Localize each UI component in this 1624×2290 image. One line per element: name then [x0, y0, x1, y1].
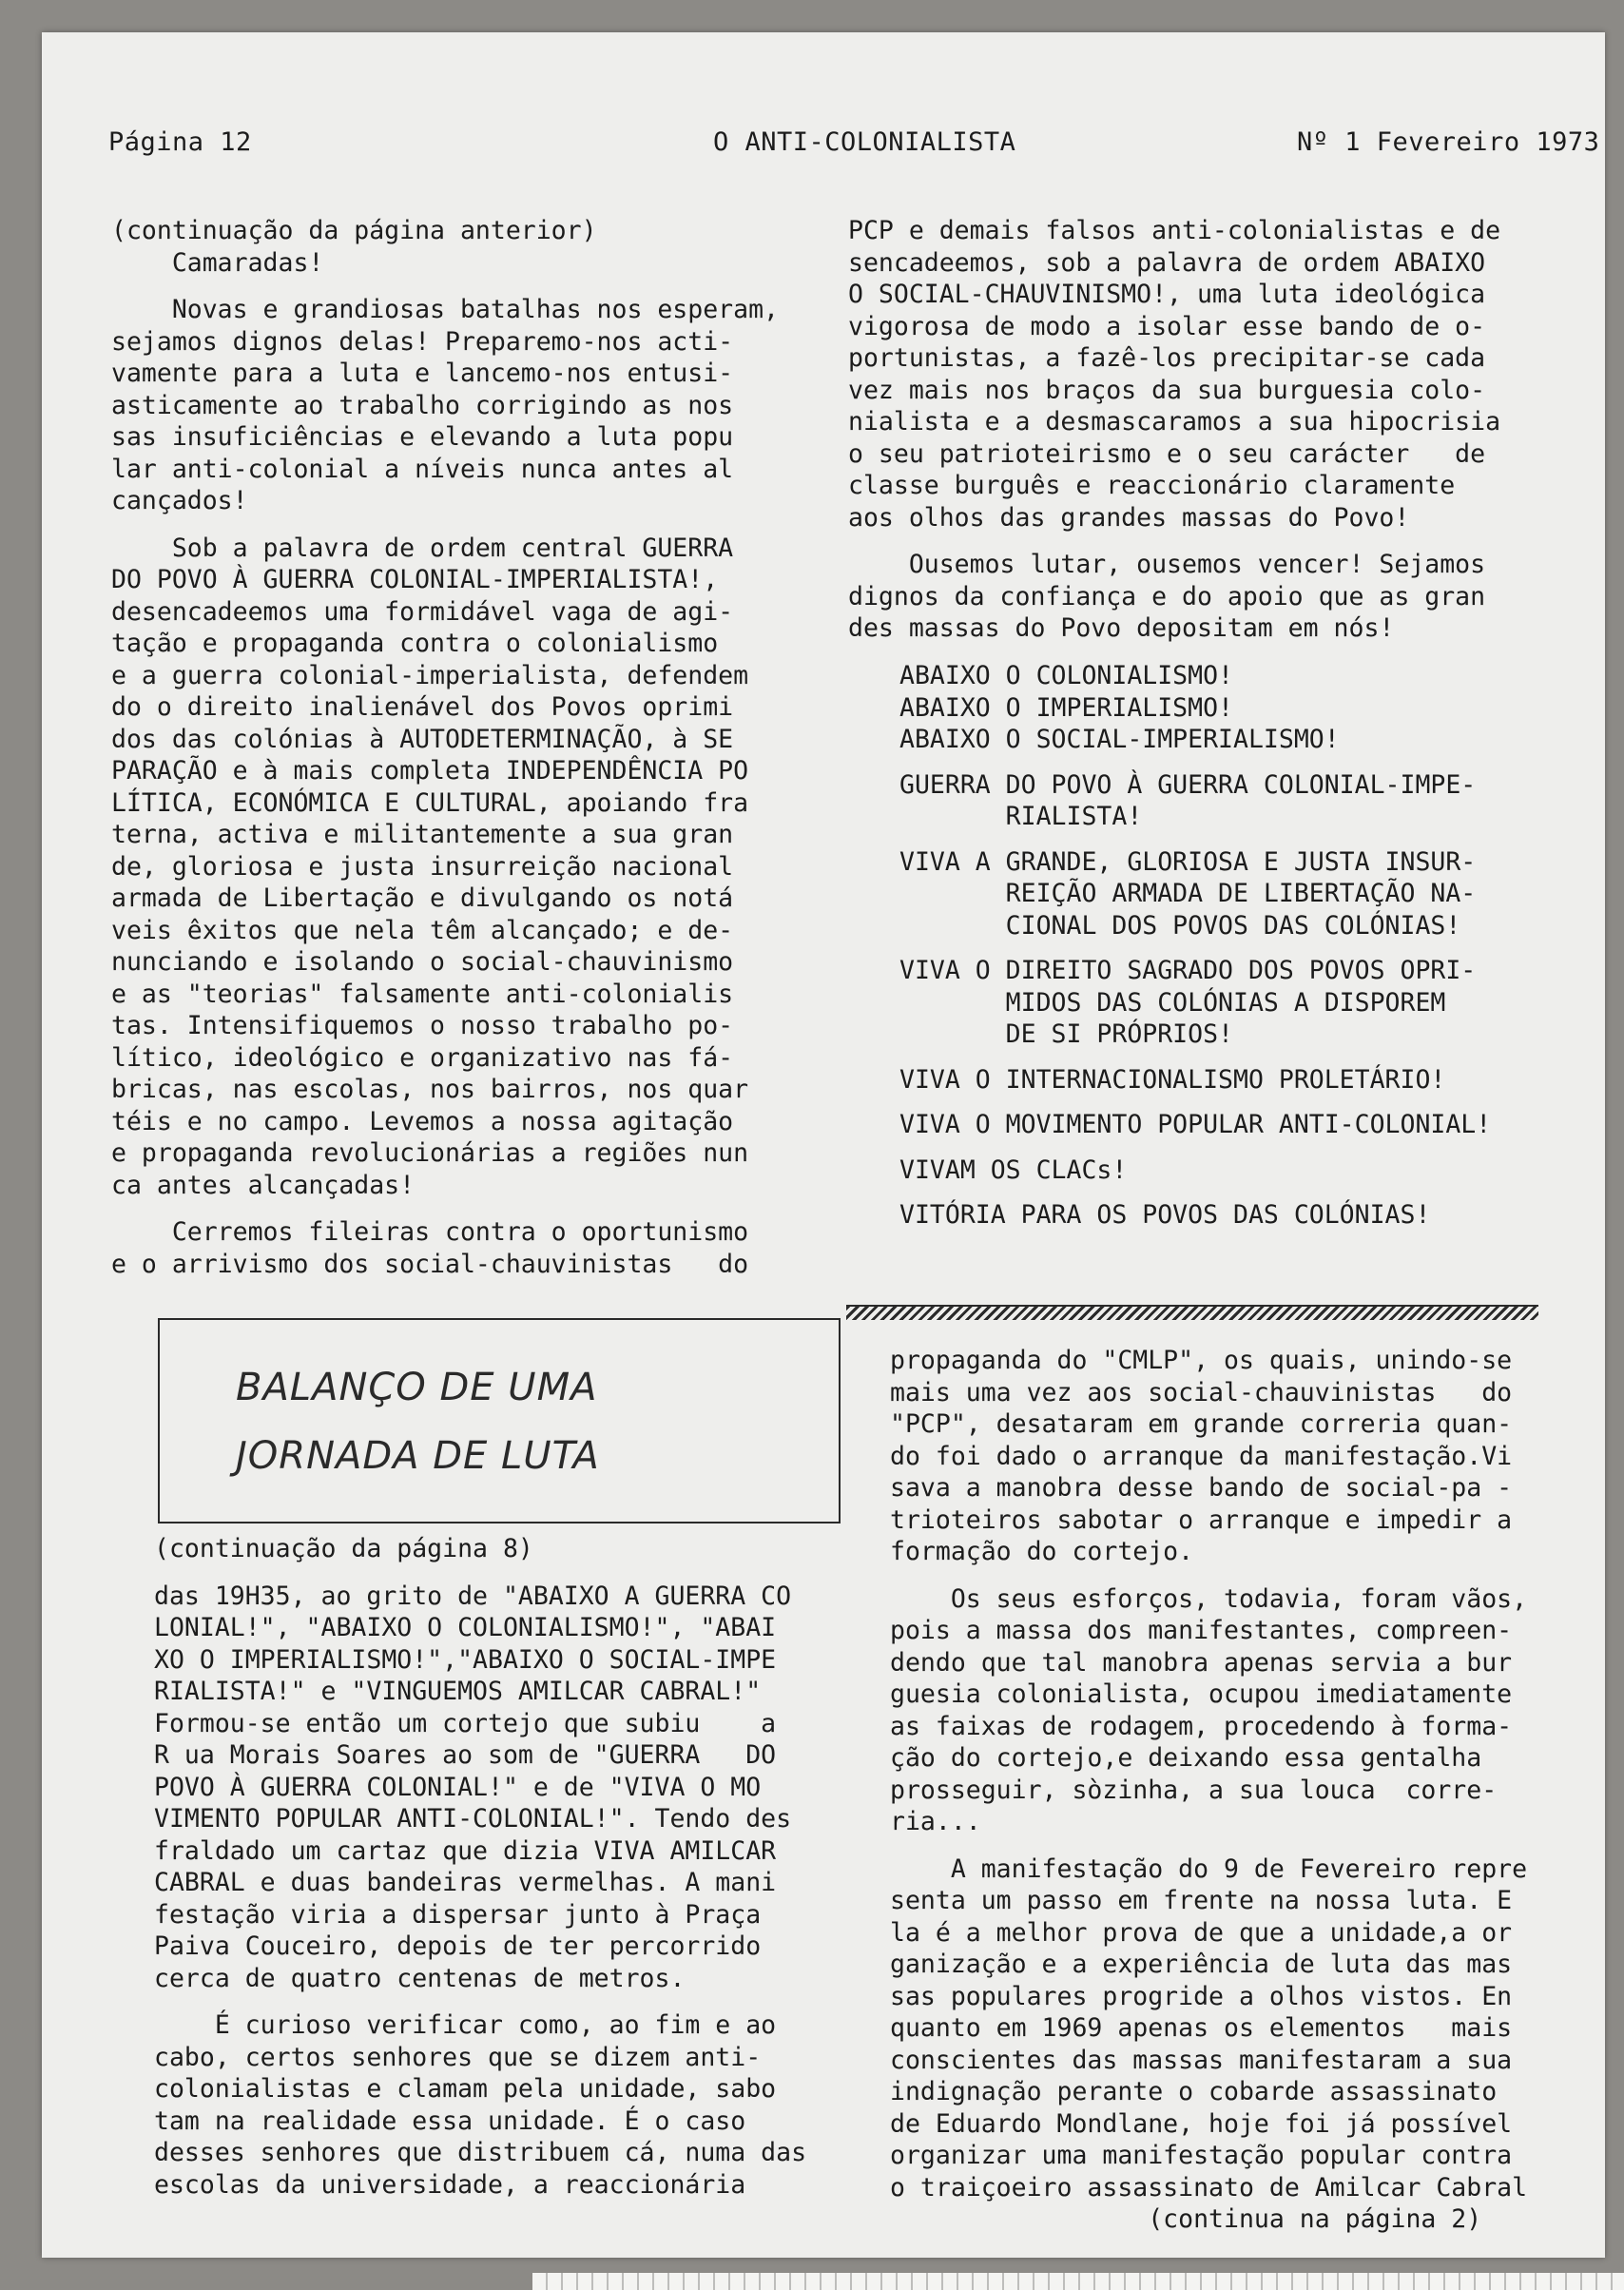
text-line: LÍTICA, ECONÓMICA E CULTURAL, apoiando fra [111, 787, 749, 818]
section-divider [846, 1305, 1538, 1320]
text-line: ção do cortejo,e deixando essa gentalha [890, 1743, 1482, 1773]
text-line: LONIAL!", "ABAIXO O COLONIALISMO!", "ABAI [154, 1613, 777, 1642]
text-line: senta um passo em frente na nossa luta. E [890, 1886, 1513, 1915]
text-line: desencadeemos uma formidável vaga de agi- [111, 596, 734, 627]
text-line: POVO À GUERRA COLONIAL!" e de "VIVA O MO [154, 1772, 762, 1802]
article-title-line-2: JORNADA DE LUTA [236, 1434, 600, 1478]
text-line: sas insuficiências e elevando a luta popu [111, 422, 734, 452]
text-line: o traiçoeiro assassinato de Amilcar Cabral [890, 2172, 1528, 2203]
text-line: téis e no campo. Levemos a nossa agitação [111, 1106, 734, 1136]
text-line: guesia colonialista, ocupou imediatamente [890, 1679, 1513, 1709]
text-line: veis êxitos que nela têm alcançado; e de- [111, 915, 734, 945]
text-line: (continuação da página 8) [154, 1534, 533, 1563]
text-line: portunistas, a fazê-los precipitar-se cada [848, 343, 1486, 373]
text-line: CABRAL e duas bandeiras vermelhas. A mani [154, 1868, 777, 1897]
slogan-list [899, 660, 1584, 1245]
text-line: desses senhores que distribuem cá, numa das [154, 2138, 807, 2167]
text-line: dos das colónias à AUTODETERMINAÇÃO, à SE [111, 724, 734, 754]
text-line: aos olhos das grandes massas do Povo! [848, 502, 1410, 533]
text-line: formação do cortejo. [890, 1537, 1194, 1566]
text-line: Formou-se então um cortejo que subiu a [154, 1708, 777, 1738]
text-line: dendo que tal manobra apenas servia a bur [890, 1647, 1513, 1678]
text-line: DO POVO À GUERRA COLONIAL-IMPERIALISTA!, [111, 565, 719, 594]
text-line: festação viria a dispersar junto à Praça [154, 1899, 762, 1930]
slogan: VIVA O INTERNACIONALISMO PROLETÁRIO! [899, 1064, 1446, 1095]
article-column-left [111, 215, 853, 1280]
text-line [111, 517, 853, 533]
text-line: mais uma vez aos social-chauvinistas do [890, 1377, 1513, 1407]
text-line: RIALISTA!" e "VINGUEMOS AMILCAR CABRAL!" [154, 1677, 762, 1706]
text-line: "PCP", desataram em grande correria quan- [890, 1409, 1513, 1439]
text-line: lítico, ideológico e organizativo nas fá- [111, 1042, 734, 1073]
text-line: Ousemos lutar, ousemos vencer! Sejamos [848, 550, 1486, 579]
text-line: conscientes das massas manifestaram a sua [890, 2045, 1513, 2075]
text-line: sejamos dignos delas! Preparemo-nos acti- [111, 326, 734, 357]
text-line: do foi dado o arranque da manifestação.Vi [890, 1441, 1513, 1471]
text-line: e a guerra colonial-imperialista, defendem [111, 660, 749, 690]
newspaper-page [42, 32, 1605, 2258]
scan-ruler [532, 2273, 1624, 2290]
slogan: VIVAM OS CLACs! [899, 1155, 1128, 1185]
text-line: lar anti-colonial a níveis nunca antes al [111, 454, 734, 484]
text-line: A manifestação do 9 de Fevereiro repre [890, 1853, 1528, 1884]
page-number: Página 12 [108, 127, 252, 157]
article-column-right [848, 215, 1590, 645]
slogan: VITÓRIA PARA OS POVOS DAS COLÓNIAS! [899, 1200, 1431, 1230]
text-line: de Eduardo Mondlane, hoje foi já possível [890, 2108, 1513, 2139]
text-line: cabo, certos senhores que se dizem anti- [154, 2042, 762, 2072]
newspaper-title: O ANTI-COLONIALISTA [713, 127, 1016, 157]
text-line: bricas, nas escolas, nos bairros, nos quar [111, 1075, 749, 1104]
text-line: Novas e grandiosas batalhas nos esperam, [111, 295, 779, 324]
text-line: PARAÇÃO e à mais completa INDEPENDÊNCIA PO [111, 756, 749, 786]
text-line: pois a massa dos manifestantes, compreen- [890, 1616, 1513, 1645]
text-line: ganização e a experiência de luta das mas [890, 1950, 1513, 1979]
text-line: sencadeemos, sob a palavra de ordem ABAIXO [848, 247, 1486, 278]
text-line: o seu patrioteirismo e o seu carácter de [848, 438, 1486, 469]
text-line: cerca de quatro centenas de metros. [154, 1963, 686, 1993]
text-line: e propaganda revolucionárias a regiões nun [111, 1138, 749, 1168]
text-line: des massas do Povo depositam em nós! [848, 613, 1395, 643]
text-line [111, 279, 853, 294]
text-line: vez mais nos braços da sua burguesia colo- [848, 375, 1486, 405]
text-line: propaganda do "CMLP", os quais, unindo-se [890, 1346, 1513, 1375]
text-line [111, 1201, 853, 1216]
text-line [154, 1994, 848, 2009]
issue-date: Nº 1 Fevereiro 1973 [1297, 127, 1600, 157]
text-line: vigorosa de modo a isolar esse bando de o- [848, 311, 1486, 341]
text-line: escolas da universidade, a reaccionária [154, 2169, 746, 2200]
slogan: VIVA A GRANDE, GLORIOSA E JUSTA INSUR- REIÇÃO ARMADA DE LIBERTAÇÃO NA- CIONAL DOS POVOS DAS COLÓNIAS! [899, 846, 1477, 941]
text-line: É curioso verificar como, ao fim e ao [154, 2010, 777, 2040]
text-line: Paiva Couceiro, depois de ter percorrido [154, 1931, 762, 1961]
article-title-box [158, 1318, 841, 1523]
text-line: colonialistas e clamam pela unidade, sabo [154, 2074, 777, 2104]
text-line: (continuação da página anterior) [111, 216, 597, 245]
text-line: organizar uma manifestação popular contra [890, 2141, 1513, 2170]
text-line: tação e propaganda contra o colonialismo [111, 629, 719, 658]
text-line: terna, activa e militantemente a sua gran [111, 820, 734, 849]
page-header [108, 127, 1600, 165]
text-line: sas populares progride a olhos vistos. En [890, 1981, 1513, 2011]
text-line: vamente para a luta e lancemo-nos entusi- [111, 359, 734, 388]
text-line: ca antes alcançadas! [111, 1170, 416, 1200]
text-line: Camaradas! [111, 247, 324, 278]
text-line: trioteiros sabotar o arranque e impedir a [890, 1504, 1513, 1535]
text-line: de, gloriosa e justa insurreição nacional [111, 851, 734, 882]
text-line: sava a manobra desse bando de social-pa - [890, 1473, 1513, 1503]
article-title-line-1: BALANÇO DE UMA [236, 1366, 598, 1409]
slogan: GUERRA DO POVO À GUERRA COLONIAL-IMPE- RIALISTA! [899, 769, 1477, 831]
text-line: e o arrivismo dos social-chauvinistas do [111, 1249, 749, 1279]
text-line: nialista e a desmascaramos a sua hipocrisia [848, 407, 1501, 437]
text-line: tam na realidade essa unidade. É o caso [154, 2106, 746, 2136]
text-line [890, 1568, 1594, 1583]
text-line: Sob a palavra de ordem central GUERRA [111, 533, 734, 563]
text-line: XO O IMPERIALISMO!","ABAIXO O SOCIAL-IMPE [154, 1644, 777, 1675]
text-line: classe burguês e reaccionário claramente [848, 471, 1456, 500]
text-line: asticamente ao trabalho corrigindo as nos [111, 390, 734, 420]
text-line: das 19H35, ao grito de "ABAIXO A GUERRA CO [154, 1581, 792, 1611]
text-line [890, 1838, 1594, 1853]
text-line: O SOCIAL-CHAUVINISMO!, uma luta ideológica [848, 280, 1486, 309]
text-line: tas. Intensifiquemos o nosso trabalho po- [111, 1011, 734, 1040]
text-line: PCP e demais falsos anti-colonialistas e de [848, 216, 1501, 245]
text-line: dignos da confiança e do apoio que as gran [848, 581, 1486, 611]
text-line: indignação perante o cobarde assassinato [890, 2077, 1498, 2106]
text-line: nunciando e isolando o social-chauvinismo [111, 947, 734, 977]
text-line: fraldado um cartaz que dizia VIVA AMILCAR [154, 1835, 777, 1866]
slogan: VIVA O MOVIMENTO POPULAR ANTI-COLONIAL! [899, 1110, 1492, 1139]
text-line: do o direito inalienável dos Povos oprimi [111, 692, 734, 722]
text-line: prosseguir, sòzinha, a sua louca corre- [890, 1775, 1498, 1805]
text-line: R ua Morais Soares ao som de "GUERRA DO [154, 1740, 777, 1770]
text-line [848, 534, 1590, 549]
text-line [154, 1565, 848, 1581]
text-line: armada de Libertação e divulgando os notá [111, 883, 734, 913]
text-line: e as "teorias" falsamente anti-colonialis [111, 979, 734, 1009]
text-line: Cerremos fileiras contra o oportunismo [111, 1217, 749, 1247]
text-line: VIMENTO POPULAR ANTI-COLONIAL!". Tendo des [154, 1804, 792, 1834]
text-line: la é a melhor prova de que a unidade,a or [890, 1917, 1513, 1948]
text-line: Os seus esforços, todavia, foram vãos, [890, 1583, 1528, 1614]
text-line: (continua na página 2) [890, 2204, 1482, 2234]
text-line: cançados! [111, 486, 248, 515]
article-column-right-lower [890, 1345, 1594, 2236]
slogan: VIVA O DIREITO SAGRADO DOS POVOS OPRI- MIDOS DAS COLÓNIAS A DISPOREM DE SI PRÓPRIOS! [899, 956, 1477, 1049]
text-line: as faixas de rodagem, procedendo à forma- [890, 1711, 1513, 1741]
text-line: ria... [890, 1807, 981, 1836]
slogan: ABAIXO O COLONIALISMO! ABAIXO O IMPERIALISMO! ABAIXO O SOCIAL-IMPERIALISMO! [899, 661, 1340, 754]
text-line: quanto em 1969 apenas os elementos mais [890, 2013, 1513, 2043]
article-column-left-lower [154, 1533, 848, 2201]
